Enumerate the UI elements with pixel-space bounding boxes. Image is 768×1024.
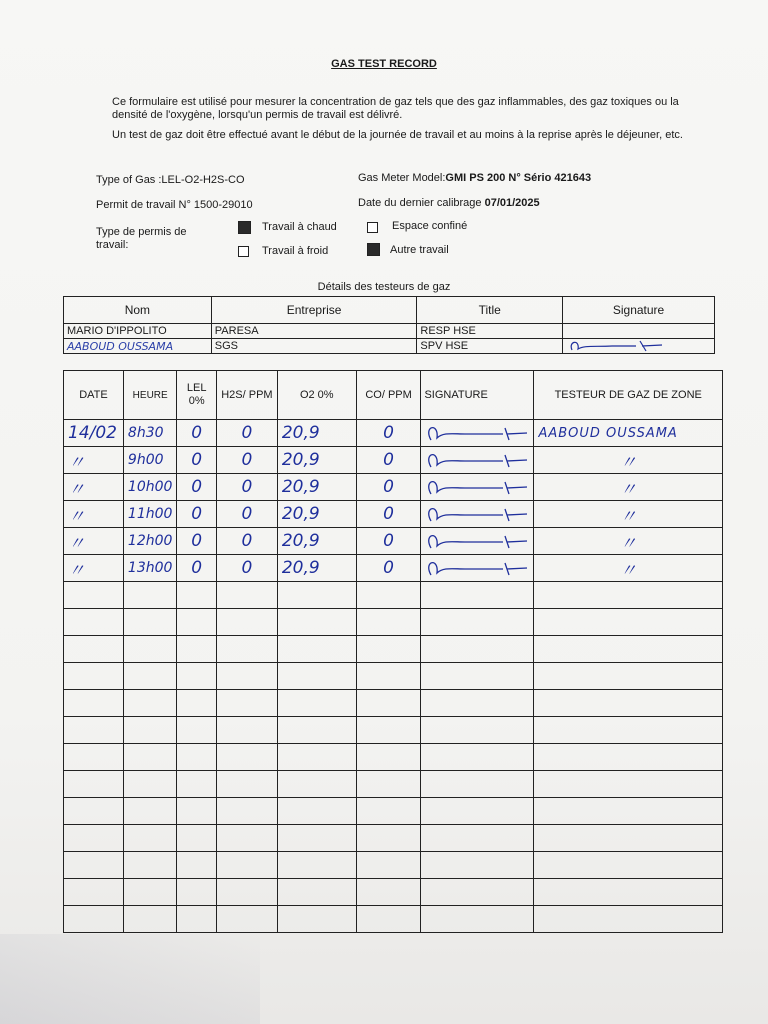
log-cell-o2 (277, 744, 356, 771)
log-cell-testeur: AABOUD OUSSAMA (534, 420, 723, 447)
log-row (64, 420, 723, 447)
log-cell-o2 (277, 717, 356, 744)
log-cell-o2 (277, 879, 356, 906)
log-cell-date: 〃 (64, 447, 124, 474)
log-cell-date (64, 663, 124, 690)
log-cell-lel (177, 906, 217, 933)
confined-space-label: Espace confiné (392, 220, 468, 232)
tester-company: SGS (211, 339, 417, 354)
checkbox-other-work[interactable] (367, 243, 380, 256)
log-cell-lel (177, 771, 217, 798)
header-co: CO/ PPM (356, 371, 421, 420)
header-h2s: H2S/ PPM (216, 371, 277, 420)
log-cell-o2: 20,9 (277, 474, 356, 501)
log-cell-heure (123, 852, 177, 879)
log-cell-co (356, 825, 421, 852)
page-shadow (0, 934, 260, 1024)
tester-name: AABOUD OUSSAMA (64, 339, 212, 354)
log-row (64, 906, 723, 933)
log-cell-signature (421, 852, 534, 879)
log-cell-heure (123, 879, 177, 906)
log-cell-o2: 20,9 (277, 420, 356, 447)
log-cell-testeur: 〃 (534, 501, 723, 528)
log-row (64, 825, 723, 852)
log-cell-co (356, 636, 421, 663)
log-cell-testeur (534, 609, 723, 636)
log-cell-testeur: 〃 (534, 528, 723, 555)
signature-mark (425, 530, 529, 552)
signature-mark (425, 476, 529, 498)
log-cell-date (64, 771, 124, 798)
header-heure: HEURE (123, 371, 177, 420)
gas-meter-value: GMI PS 200 N° Sério 421643 (445, 172, 592, 184)
tester-company: PARESA (211, 324, 417, 339)
calibration-date (358, 197, 540, 209)
log-cell-h2s (216, 798, 277, 825)
log-row (64, 771, 723, 798)
tester-row (64, 339, 715, 354)
log-cell-date (64, 825, 124, 852)
log-cell-o2: 20,9 (277, 501, 356, 528)
permit-number: Permit de travail N° 1500-29010 (96, 199, 253, 211)
log-cell-date (64, 717, 124, 744)
log-cell-signature (421, 663, 534, 690)
checkbox-cold-work[interactable] (238, 246, 249, 257)
log-cell-lel: 0 (177, 447, 217, 474)
checkbox-hot-work[interactable] (238, 221, 251, 234)
log-cell-testeur (534, 744, 723, 771)
log-cell-lel (177, 825, 217, 852)
gas-log-table (63, 370, 723, 933)
log-cell-lel (177, 582, 217, 609)
log-cell-lel (177, 852, 217, 879)
log-cell-heure: 9h00 (123, 447, 177, 474)
header-date: DATE (64, 371, 124, 420)
log-cell-o2: 20,9 (277, 555, 356, 582)
log-cell-h2s (216, 879, 277, 906)
cold-work-label: Travail à froid (262, 245, 329, 257)
log-cell-h2s: 0 (216, 474, 277, 501)
log-cell-o2 (277, 663, 356, 690)
log-cell-heure: 12h00 (123, 528, 177, 555)
log-cell-signature (421, 798, 534, 825)
log-cell-heure: 13h00 (123, 555, 177, 582)
log-cell-signature (421, 420, 534, 447)
log-cell-lel (177, 663, 217, 690)
log-cell-signature (421, 690, 534, 717)
log-cell-heure (123, 771, 177, 798)
log-cell-h2s (216, 825, 277, 852)
log-cell-h2s (216, 852, 277, 879)
other-work-label: Autre travail (390, 244, 449, 256)
log-cell-testeur (534, 771, 723, 798)
log-cell-h2s (216, 771, 277, 798)
log-cell-o2 (277, 825, 356, 852)
log-cell-h2s (216, 663, 277, 690)
log-cell-co (356, 582, 421, 609)
log-cell-heure (123, 609, 177, 636)
tester-signature (563, 324, 715, 339)
log-cell-testeur (534, 717, 723, 744)
log-row (64, 474, 723, 501)
log-cell-co (356, 609, 421, 636)
log-row (64, 744, 723, 771)
gas-meter-model (358, 172, 591, 184)
log-cell-h2s (216, 690, 277, 717)
log-cell-date: 14/02 (64, 420, 124, 447)
log-cell-h2s: 0 (216, 420, 277, 447)
log-cell-h2s: 0 (216, 528, 277, 555)
signature-mark (425, 422, 529, 444)
log-row (64, 798, 723, 825)
testers-header-entreprise: Entreprise (211, 297, 417, 324)
log-cell-heure (123, 825, 177, 852)
log-cell-signature (421, 906, 534, 933)
log-cell-testeur (534, 906, 723, 933)
signature-mark (566, 339, 666, 353)
testers-header-title: Title (417, 297, 563, 324)
log-cell-signature (421, 501, 534, 528)
log-cell-signature (421, 582, 534, 609)
log-cell-lel: 0 (177, 555, 217, 582)
testers-header-signature: Signature (563, 297, 715, 324)
log-cell-signature (421, 555, 534, 582)
log-row (64, 501, 723, 528)
log-cell-o2 (277, 852, 356, 879)
tester-row (64, 324, 715, 339)
log-cell-signature (421, 825, 534, 852)
log-cell-signature (421, 636, 534, 663)
log-cell-testeur (534, 582, 723, 609)
log-cell-o2 (277, 771, 356, 798)
log-cell-heure (123, 906, 177, 933)
testers-caption: Détails des testeurs de gaz (317, 281, 451, 293)
log-cell-signature (421, 474, 534, 501)
log-cell-co (356, 906, 421, 933)
log-cell-co: 0 (356, 447, 421, 474)
log-cell-co: 0 (356, 474, 421, 501)
log-cell-o2 (277, 798, 356, 825)
tester-title: SPV HSE (417, 339, 563, 354)
log-cell-lel (177, 609, 217, 636)
log-cell-lel: 0 (177, 420, 217, 447)
log-cell-h2s (216, 609, 277, 636)
log-cell-date (64, 582, 124, 609)
hot-work-label: Travail à chaud (262, 221, 337, 233)
log-cell-date: 〃 (64, 555, 124, 582)
log-cell-lel (177, 798, 217, 825)
log-cell-testeur (534, 825, 723, 852)
header-testeur: TESTEUR DE GAZ DE ZONE (534, 371, 723, 420)
log-cell-co (356, 663, 421, 690)
log-cell-testeur (534, 879, 723, 906)
tester-title: RESP HSE (417, 324, 563, 339)
log-cell-heure: 11h00 (123, 501, 177, 528)
signature-mark (425, 557, 529, 579)
log-cell-lel (177, 744, 217, 771)
gas-meter-label: Gas Meter Model: (358, 172, 446, 184)
checkbox-confined-space[interactable] (367, 222, 378, 233)
log-cell-h2s: 0 (216, 447, 277, 474)
log-cell-lel: 0 (177, 474, 217, 501)
log-cell-lel: 0 (177, 528, 217, 555)
log-cell-h2s: 0 (216, 501, 277, 528)
log-row (64, 582, 723, 609)
log-cell-signature (421, 771, 534, 798)
intro-paragraph-2: Un test de gaz doit être effectué avant le début de la journée de travail et au moins à la reprise après le déjeuner, etc. (112, 129, 683, 141)
log-cell-heure (123, 690, 177, 717)
log-cell-signature (421, 744, 534, 771)
log-cell-co (356, 852, 421, 879)
log-cell-o2: 20,9 (277, 447, 356, 474)
log-cell-lel (177, 717, 217, 744)
log-cell-date: 〃 (64, 474, 124, 501)
log-cell-signature (421, 717, 534, 744)
log-cell-heure: 8h30 (123, 420, 177, 447)
log-cell-lel (177, 636, 217, 663)
log-cell-heure (123, 744, 177, 771)
log-cell-date: 〃 (64, 501, 124, 528)
log-cell-heure (123, 717, 177, 744)
log-cell-o2 (277, 636, 356, 663)
tester-name: MARIO D'IPPOLITO (64, 324, 212, 339)
signature-mark (425, 449, 529, 471)
log-cell-co: 0 (356, 420, 421, 447)
testers-table (63, 296, 715, 354)
log-row (64, 879, 723, 906)
log-cell-lel (177, 690, 217, 717)
log-cell-h2s (216, 906, 277, 933)
log-cell-lel (177, 879, 217, 906)
header-signature: SIGNATURE (421, 371, 534, 420)
log-cell-h2s: 0 (216, 555, 277, 582)
log-cell-date (64, 690, 124, 717)
log-row (64, 555, 723, 582)
log-row (64, 717, 723, 744)
log-cell-testeur (534, 636, 723, 663)
log-cell-testeur: 〃 (534, 447, 723, 474)
log-cell-testeur (534, 798, 723, 825)
signature-mark (425, 503, 529, 525)
log-row (64, 528, 723, 555)
log-cell-co (356, 798, 421, 825)
log-cell-date (64, 744, 124, 771)
log-cell-testeur (534, 663, 723, 690)
log-row (64, 636, 723, 663)
log-cell-heure: 10h00 (123, 474, 177, 501)
calibration-value: 07/01/2025 (484, 197, 540, 209)
log-cell-date (64, 798, 124, 825)
log-cell-heure (123, 798, 177, 825)
log-cell-testeur (534, 852, 723, 879)
log-cell-lel: 0 (177, 501, 217, 528)
log-cell-date (64, 852, 124, 879)
log-cell-o2: 20,9 (277, 528, 356, 555)
log-cell-h2s (216, 636, 277, 663)
permit-type-label: Type de permis de travail: (96, 226, 187, 251)
type-of-gas: Type of Gas :LEL-O2-H2S-CO (96, 174, 245, 186)
log-cell-h2s (216, 582, 277, 609)
log-cell-signature (421, 528, 534, 555)
log-cell-signature (421, 447, 534, 474)
log-cell-co (356, 771, 421, 798)
header-lel: LEL 0% (177, 371, 217, 420)
log-cell-signature (421, 609, 534, 636)
log-cell-heure (123, 636, 177, 663)
log-cell-co: 0 (356, 528, 421, 555)
log-cell-co (356, 690, 421, 717)
log-row (64, 690, 723, 717)
log-cell-co: 0 (356, 501, 421, 528)
log-cell-heure (123, 582, 177, 609)
log-cell-o2 (277, 906, 356, 933)
calibration-label: Date du dernier calibrage (358, 197, 485, 209)
log-row (64, 852, 723, 879)
log-cell-date (64, 879, 124, 906)
log-cell-date (64, 609, 124, 636)
page-title: GAS TEST RECORD (331, 58, 437, 70)
log-cell-date (64, 636, 124, 663)
log-row (64, 663, 723, 690)
log-cell-o2 (277, 582, 356, 609)
log-row (64, 609, 723, 636)
log-cell-h2s (216, 744, 277, 771)
log-cell-testeur: 〃 (534, 555, 723, 582)
log-cell-o2 (277, 609, 356, 636)
log-cell-o2 (277, 690, 356, 717)
log-cell-heure (123, 663, 177, 690)
intro-paragraph-1: Ce formulaire est utilisé pour mesurer la concentration de gaz tels que des gaz inflammables, des gaz toxiques ou la densité de l'oxygène, lorsqu'un permis de travail est délivré. (112, 96, 679, 121)
log-cell-h2s (216, 717, 277, 744)
log-cell-signature (421, 879, 534, 906)
log-cell-co (356, 744, 421, 771)
log-header-row (64, 371, 723, 420)
log-cell-testeur (534, 690, 723, 717)
log-row (64, 447, 723, 474)
log-cell-co: 0 (356, 555, 421, 582)
log-cell-testeur: 〃 (534, 474, 723, 501)
header-o2: O2 0% (277, 371, 356, 420)
log-cell-co (356, 717, 421, 744)
tester-signature (563, 339, 715, 354)
log-cell-date (64, 906, 124, 933)
testers-header-nom: Nom (64, 297, 212, 324)
log-cell-co (356, 879, 421, 906)
log-cell-date: 〃 (64, 528, 124, 555)
